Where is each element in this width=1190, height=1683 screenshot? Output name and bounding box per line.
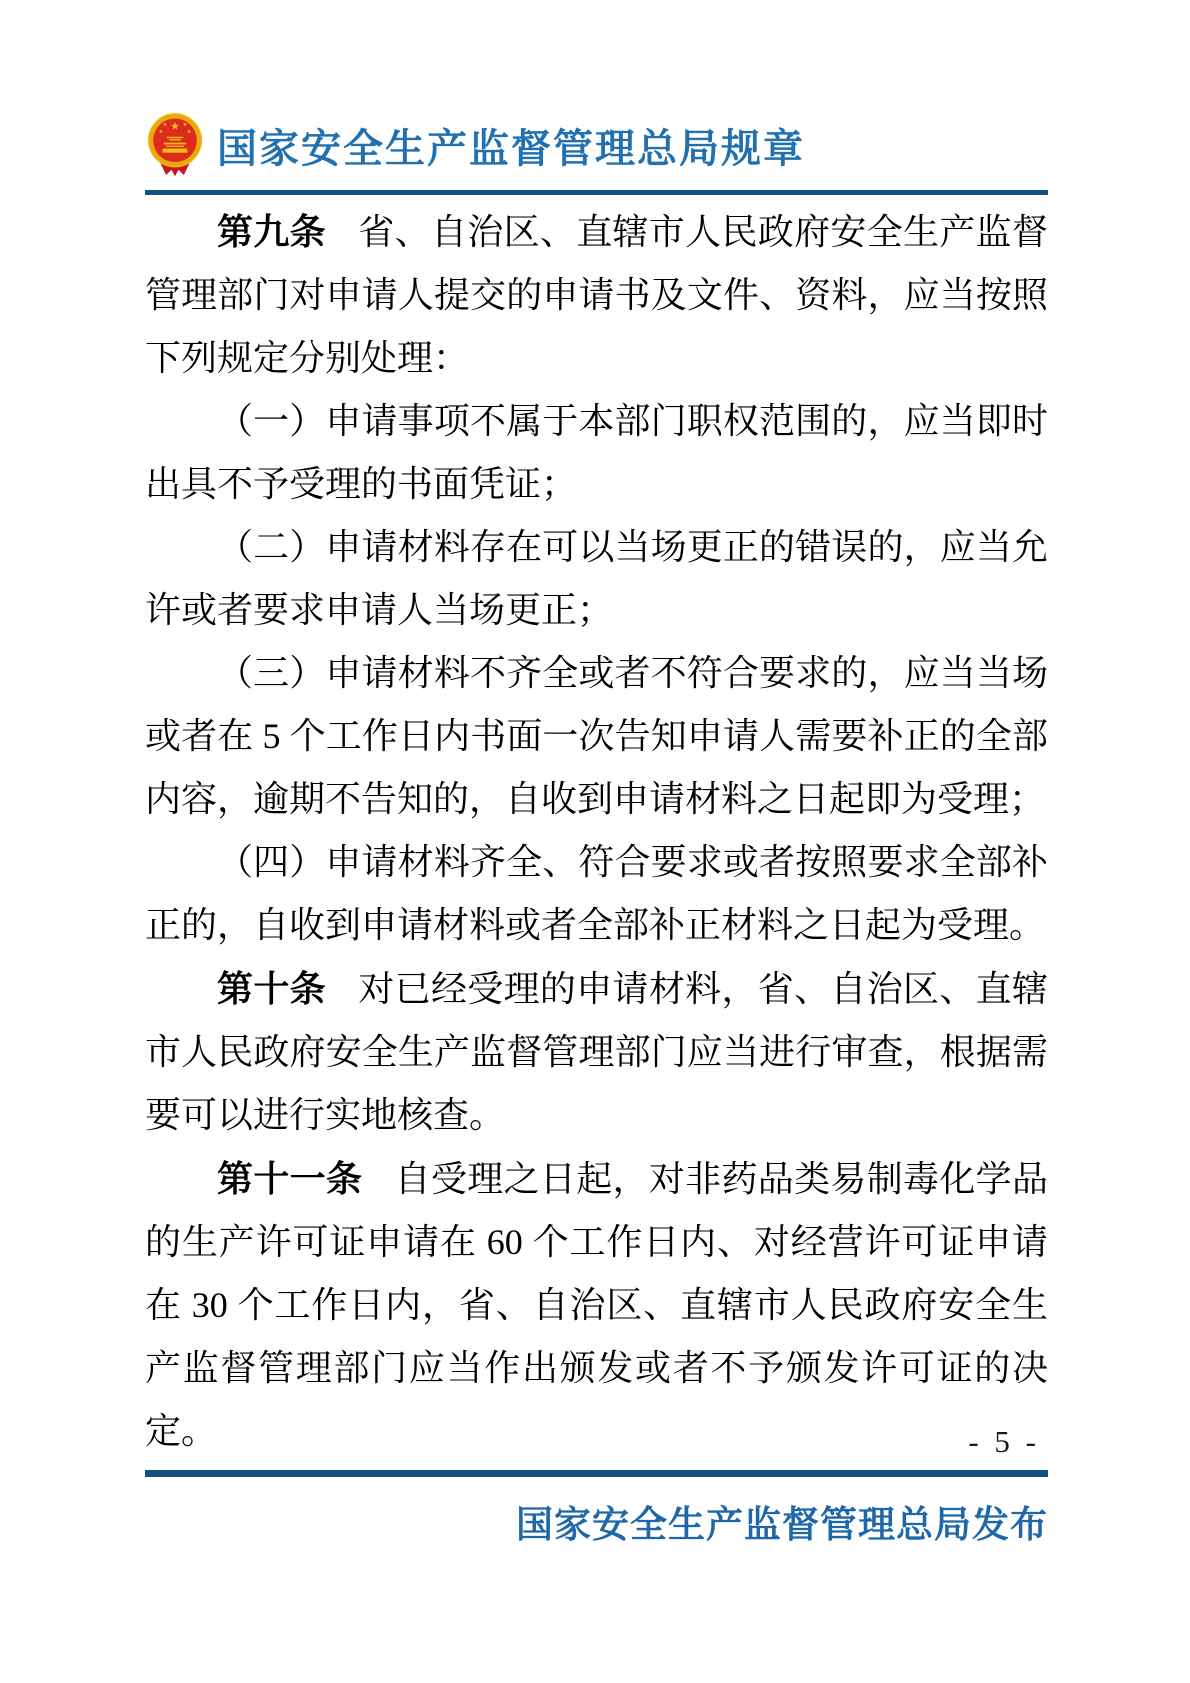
paragraph-article-9: [145, 200, 1048, 390]
paragraph-text: 省、自治区、直辖市人民政府安全生产监督管理部门对申请人提交的申请书及文件、资料，应当按照下列规定分别处理：: [145, 212, 1048, 378]
article-number: 第十一条: [217, 1158, 363, 1199]
paragraph-text: （一）申请事项不属于本部门职权范围的，应当即时出具不予受理的书面凭证；: [145, 401, 1048, 504]
paragraph-item-4: [145, 831, 1048, 957]
document-body: [145, 200, 1048, 1463]
article-number: 第十条: [217, 968, 326, 1009]
national-emblem-icon: [145, 112, 205, 178]
publisher-label: 国家安全生产监督管理总局发布: [516, 1504, 1048, 1545]
document-title: 国家安全生产监督管理总局规章: [217, 126, 805, 171]
paragraph-item-3: [145, 642, 1048, 831]
header-brand-row: [145, 112, 1048, 178]
paragraph-text: （二）申请材料存在可以当场更正的错误的，应当允许或者要求申请人当场更正；: [145, 527, 1048, 630]
paragraph-text: （四）申请材料齐全、符合要求或者按照要求全部补正的，自收到申请材料或者全部补正材料之日起为受理。: [145, 842, 1048, 945]
paragraph-article-11: [145, 1147, 1048, 1463]
page-number: - 5 -: [968, 1424, 1040, 1459]
paragraph-text: （三）申请材料不齐全或者不符合要求的，应当当场或者在 5 个工作日内书面一次告知申请人需要补正的全部内容，逾期不告知的，自收到申请材料之日起即为受理；: [145, 653, 1048, 819]
paragraph-article-10: [145, 957, 1048, 1147]
footer-divider: [145, 1470, 1048, 1477]
article-number: 第九条: [217, 211, 326, 252]
header-divider: [145, 190, 1048, 195]
paragraph-text: 对已经受理的申请材料，省、自治区、直辖市人民政府安全生产监督管理部门应当进行审查，根据需要可以进行实地核查。: [145, 969, 1048, 1135]
paragraph-text: 自受理之日起，对非药品类易制毒化学品的生产许可证申请在 60 个工作日内、对经营许可证申请在 30 个工作日内，省、自治区、直辖市人民政府安全生产监督管理部门应当作出颁发或者不予颁发许可证的决定。: [145, 1159, 1048, 1451]
paragraph-item-1: [145, 390, 1048, 516]
document-header: [145, 112, 1048, 195]
paragraph-item-2: [145, 516, 1048, 642]
